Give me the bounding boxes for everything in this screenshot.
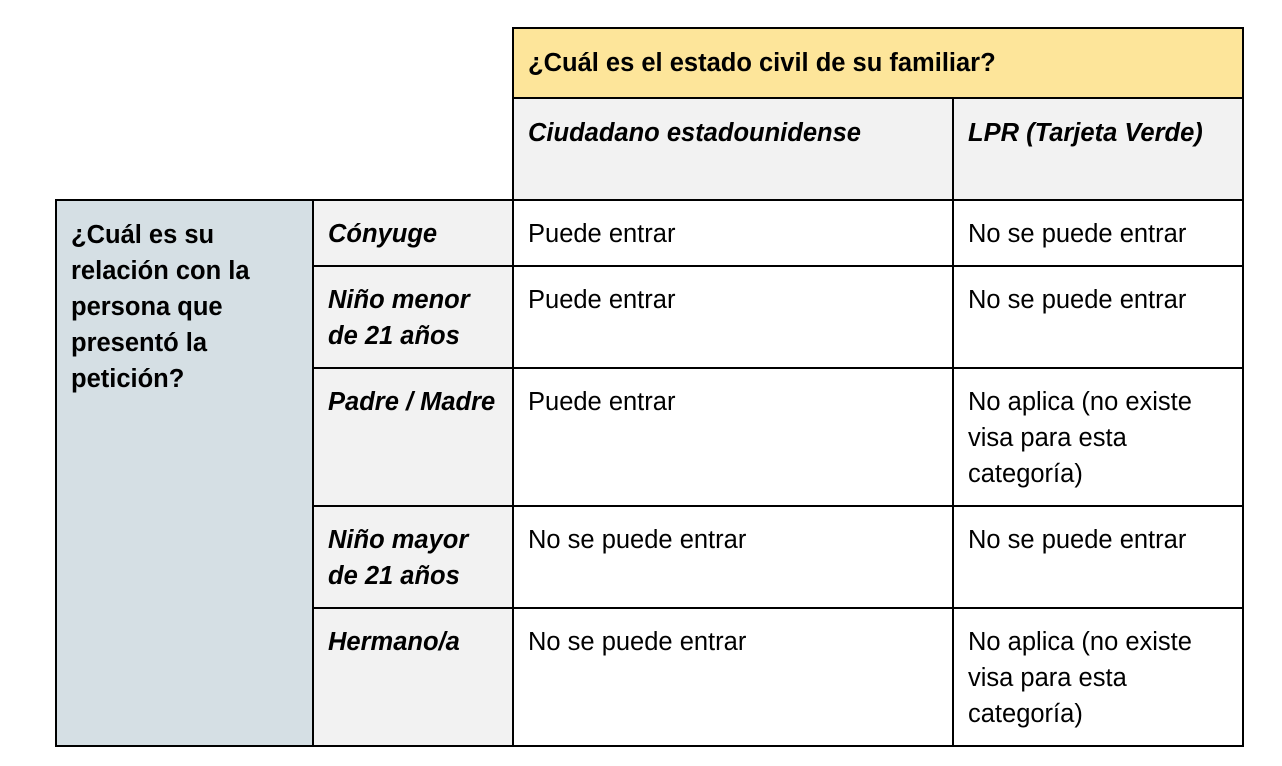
row-header-spouse: Cónyuge: [313, 200, 513, 266]
row-header-child-under-21: Niño menor de 21 años: [313, 266, 513, 368]
cell-spouse-lpr: No se puede entrar: [953, 200, 1243, 266]
column-question-header: ¿Cuál es el estado civil de su familiar?: [513, 28, 1243, 98]
table-row: [56, 200, 1243, 266]
cell-parent-lpr: No aplica (no existe visa para esta categoría): [953, 368, 1243, 506]
row-header-sibling: Hermano/a: [313, 608, 513, 746]
column-header-us-citizen: Ciudadano estadounidense: [513, 98, 953, 200]
cell-spouse-us-citizen: Puede entrar: [513, 200, 953, 266]
column-header-lpr: LPR (Tarjeta Verde): [953, 98, 1243, 200]
cell-parent-us-citizen: Puede entrar: [513, 368, 953, 506]
eligibility-table: [55, 27, 1244, 747]
cell-sibling-us-citizen: No se puede entrar: [513, 608, 953, 746]
cell-child-over-21-us-citizen: No se puede entrar: [513, 506, 953, 608]
cell-child-over-21-lpr: No se puede entrar: [953, 506, 1243, 608]
empty-corner-cell: [56, 28, 513, 200]
cell-child-under-21-lpr: No se puede entrar: [953, 266, 1243, 368]
cell-child-under-21-us-citizen: Puede entrar: [513, 266, 953, 368]
row-header-parent: Padre / Madre: [313, 368, 513, 506]
row-question-header: ¿Cuál es su relación con la persona que presentó la petición?: [56, 200, 313, 746]
cell-sibling-lpr: No aplica (no existe visa para esta categoría): [953, 608, 1243, 746]
column-question-row: [56, 28, 1243, 98]
row-header-child-over-21: Niño mayor de 21 años: [313, 506, 513, 608]
